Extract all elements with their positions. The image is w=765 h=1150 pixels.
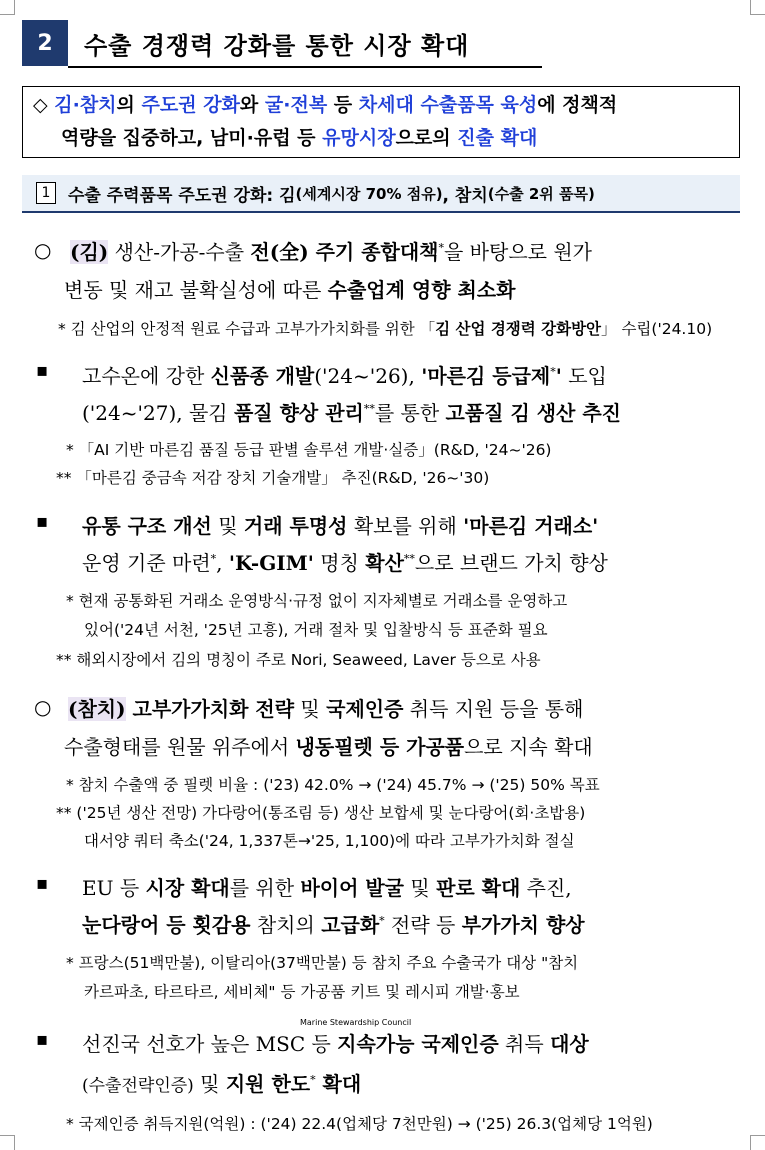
text: 를 위한 xyxy=(229,876,301,900)
tuna-s2-line-1 xyxy=(82,1028,589,1057)
text: 추진, xyxy=(520,876,572,900)
text: 수출형태를 원물 위주에서 xyxy=(64,735,296,759)
text: 판로 확대 xyxy=(436,876,521,900)
summary-text: 김·참치 xyxy=(54,94,117,116)
tuna-s2-line-2 xyxy=(82,1068,361,1097)
footnote-marker: * xyxy=(310,1073,316,1087)
footnote-marker: ** xyxy=(403,552,415,566)
kim-line-1 xyxy=(70,236,592,265)
text: 선진국 선호가 높은 xyxy=(82,1032,256,1056)
text: , xyxy=(216,551,229,575)
text: 지속가능 국제인증 xyxy=(337,1032,499,1056)
text: 및 xyxy=(294,697,327,721)
text: 으로 브랜드 가치 향상 xyxy=(414,551,608,575)
square-bullet-icon: ▪ xyxy=(36,1029,49,1050)
kim-tag: (김) xyxy=(70,240,109,264)
text: ('24~'26), xyxy=(314,364,422,388)
note-text: 김 산업 경쟁력 강화방안 xyxy=(435,320,602,338)
kim-s2-note-2: ** 해외시장에서 김의 명칭이 주로 Nori, Seaweed, Laver 등으로 사용 xyxy=(56,651,541,669)
summary-text: 와 xyxy=(239,94,265,116)
tuna-line-1 xyxy=(68,693,583,722)
text: 변동 및 재고 불확실성에 따른 xyxy=(64,278,328,302)
footnote-marker: * xyxy=(438,241,444,255)
text: MSC 등 xyxy=(255,1032,338,1056)
text: 를 통한 xyxy=(374,401,446,425)
section-underline xyxy=(68,66,542,68)
square-bullet-icon: ▪ xyxy=(36,360,49,381)
text: 확대 xyxy=(315,1072,362,1096)
tuna-tag: (참치) xyxy=(68,697,126,721)
subsection-title-note: (세계시장 70% 점유) xyxy=(295,184,443,203)
tuna-note-2-line-1: ** ('25년 생산 전망) 가다랑어(통조림 등) 생산 보합세 및 눈다랑어(회·초밥용) xyxy=(56,804,586,822)
text: 으로 지속 확대 xyxy=(464,735,593,759)
kim-s2-line-1 xyxy=(82,510,598,539)
text: (수출전략인증) xyxy=(82,1076,194,1096)
text: 대상 xyxy=(550,1032,589,1056)
subsection-title: 수출 주력품목 주도권 강화: 김 xyxy=(68,185,296,206)
summary-text: 의 xyxy=(116,94,142,116)
square-bullet-icon: ▪ xyxy=(36,873,49,894)
text: ('24~'27), 물김 xyxy=(82,401,234,425)
subsection-title-note: (수출 2위 품목) xyxy=(487,184,595,203)
text: 고품질 김 생산 추진 xyxy=(445,401,621,425)
text: 생산-가공-수출 xyxy=(108,240,251,264)
text: 유통 구조 개선 xyxy=(82,514,212,538)
text: 부가가치 향상 xyxy=(461,913,585,937)
tuna-s1-line-2 xyxy=(82,909,585,938)
subsection-title: , 참치 xyxy=(442,185,488,206)
summary-text: 차세대 수출품목 육성 xyxy=(358,94,538,116)
text: 지원 한도 xyxy=(225,1072,311,1096)
text: 운영 기준 마련 xyxy=(82,551,211,575)
text: 도입 xyxy=(561,364,607,388)
kim-s2-note-1-line-1: * 현재 공통화된 거래소 운영방식·규정 없이 지자체별로 거래소를 운영하고 xyxy=(66,592,568,610)
section-header xyxy=(22,20,522,68)
text: 참치의 xyxy=(250,913,322,937)
note-text: 」 수립('24.10) xyxy=(601,320,713,338)
kim-s1-note-2: ** 「마른김 중금속 저감 장치 기술개발」 추진(R&D, '26~'30) xyxy=(56,469,490,487)
kim-s2-line-2 xyxy=(82,547,608,576)
summary-line-2 xyxy=(33,122,729,155)
text: 전(全) 주기 종합대책 xyxy=(250,240,439,264)
summary-box xyxy=(22,86,740,158)
kim-line-2 xyxy=(64,274,515,303)
text: 확보를 위해 xyxy=(347,514,464,538)
summary-line-1 xyxy=(33,89,729,122)
tuna-s2-note-1: * 국제인증 취득지원(억원) : ('24) 22.4(업체당 7천만원) → ('25) 26.3(업체당 1억원) xyxy=(66,1115,653,1133)
text: 및 xyxy=(193,1072,226,1096)
text: 품질 향상 관리 xyxy=(233,401,364,425)
text: 냉동필렛 등 가공품 xyxy=(295,735,465,759)
text: 및 xyxy=(404,876,437,900)
text: 및 xyxy=(211,514,244,538)
tuna-s1-note-1-line-2: 카르파초, 타르타르, 세비체" 등 가공품 키트 및 레시피 개발·홍보 xyxy=(84,983,520,1001)
tuna-line-2 xyxy=(64,731,593,760)
note-text: * 김 산업의 안정적 원료 수급과 고부가가치화를 위한 「 xyxy=(58,320,436,338)
text: EU 등 xyxy=(82,876,146,900)
summary-text: 유망시장 xyxy=(322,127,396,149)
footnote-marker: * xyxy=(210,552,217,566)
text: 시장 확대 xyxy=(145,876,230,900)
text: 수출업계 영향 최소화 xyxy=(327,278,516,302)
summary-text: 으로의 xyxy=(395,127,458,149)
summary-text: 진출 확대 xyxy=(457,127,538,149)
text: 신품종 개발 xyxy=(210,364,315,388)
crop-mark-top-right xyxy=(750,0,765,15)
tuna-s1-line-1 xyxy=(82,872,572,901)
text: 'K-GIM' xyxy=(228,551,314,575)
square-bullet-icon: ▪ xyxy=(36,511,49,532)
crop-mark-top-left xyxy=(0,0,15,15)
summary-text: 굴·전복 xyxy=(264,94,328,116)
text: 을 바탕으로 원가 xyxy=(444,240,592,264)
subsection-number: 1 xyxy=(36,182,56,204)
text: 고수온에 강한 xyxy=(82,364,211,388)
text: 취득 지원 등을 통해 xyxy=(403,697,584,721)
tuna-note-2-line-2: 대서양 쿼터 축소('24, 1,337톤→'25, 1,100)에 따라 고부가가치화 절실 xyxy=(84,832,575,850)
summary-text: 에 정책적 xyxy=(537,94,618,116)
kim-s2-note-1-line-2: 있어('24년 서천, '25년 고흥), 거래 절차 및 입찰방식 등 표준화 필요 xyxy=(84,621,548,639)
section-title: 수출 경쟁력 강화를 통한 시장 확대 xyxy=(84,32,470,60)
text: 눈다랑어 등 횟감용 xyxy=(82,913,251,937)
text: 바이어 발굴 xyxy=(300,876,405,900)
crop-mark-bottom-left xyxy=(0,1135,15,1150)
footnote-marker: ** xyxy=(363,402,375,416)
text: '마른김 등급제 xyxy=(421,364,551,388)
text: 고부가가치화 전략 xyxy=(125,697,295,721)
diamond-icon: ◇ xyxy=(33,94,48,116)
summary-text: 역량을 집중하고, 남미·유럽 등 xyxy=(61,127,323,149)
text: 고급화 xyxy=(321,913,380,937)
section-number: 2 xyxy=(22,20,68,66)
summary-text: 등 xyxy=(327,94,359,116)
subsection-header xyxy=(22,175,740,213)
circle-bullet-icon: ○ xyxy=(34,695,52,719)
footnote-marker: * xyxy=(550,365,556,379)
crop-mark-bottom-right xyxy=(750,1135,765,1150)
kim-s1-note-1: * 「AI 기반 마른김 품질 등급 판별 솔루션 개발·실증」(R&D, '24~'26) xyxy=(66,441,552,459)
text: ' xyxy=(555,364,562,388)
circle-bullet-icon: ○ xyxy=(34,238,52,262)
text: 거래 투명성 xyxy=(243,514,348,538)
text: 명칭 xyxy=(313,551,366,575)
kim-s1-line-1 xyxy=(82,360,607,389)
msc-annotation: Marine Stewardship Council xyxy=(300,1018,412,1027)
text: '마른김 거래소' xyxy=(463,514,599,538)
text: 취득 xyxy=(498,1032,551,1056)
text: 국제인증 xyxy=(326,697,404,721)
text: 전략 등 xyxy=(384,913,462,937)
summary-text: 주도권 강화 xyxy=(141,94,240,116)
tuna-s1-note-1-line-1: * 프랑스(51백만불), 이탈리아(37백만불) 등 참치 주요 수출국가 대상 "참치 xyxy=(66,954,579,972)
kim-note-1 xyxy=(58,317,712,339)
text: 확산 xyxy=(365,551,404,575)
footnote-marker: * xyxy=(379,914,385,928)
tuna-note-1: * 참치 수출액 중 필렛 비율 : ('23) 42.0% → ('24) 45.7% → ('25) 50% 목표 xyxy=(66,776,600,794)
kim-s1-line-2 xyxy=(82,397,621,426)
